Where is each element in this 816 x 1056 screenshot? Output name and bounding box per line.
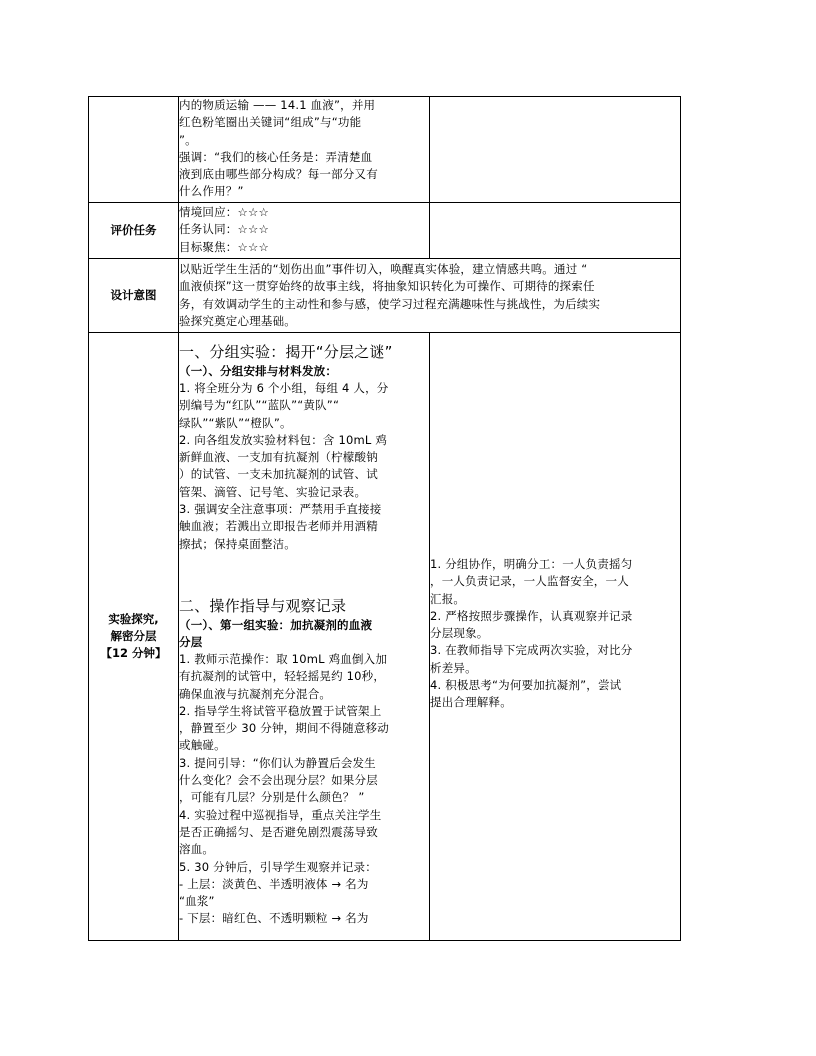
section-heading: 二、操作指导与观察记录 (179, 596, 347, 615)
text-line: 是否正确摇匀、是否避免剧烈震荡导致 (179, 824, 378, 839)
text-line: 4. 积极思考“为何要加抗凝剂”，尝试 (430, 678, 622, 693)
text-line: 绿队”“紫队”“橙队”。 (179, 415, 292, 430)
text-line: 新鲜血液、一支加有抗凝剂（柠檬酸钠 (179, 450, 378, 465)
text-line: 血液侦探”这一贯穿始终的故事主线，将抽象知识转化为可操作、可期待的探索任 (179, 279, 595, 294)
text-line: - 下层：暗红色、不透明颗粒 → 名为 (179, 911, 369, 926)
text-line: 提出合理解释。 (430, 695, 512, 710)
text-line: ，静置至少 30 分钟，期间不得随意移动 (179, 721, 389, 736)
table-row-experiment (89, 333, 681, 941)
student-activity-cell-empty (430, 97, 681, 203)
text-line: 1. 将全班分为 6 个小组，每组 4 人，分 (179, 381, 389, 395)
row-label-evaluation: 评价任务 (89, 203, 179, 259)
section-subheading: 分层 (179, 634, 203, 649)
lesson-plan-table (88, 96, 681, 941)
text-line: 汇报。 (430, 591, 466, 606)
text-line: “血浆” (179, 894, 215, 909)
text-line: 1. 教师示范操作：取 10mL 鸡血倒入加 (179, 651, 388, 666)
text-line: 5. 30 分钟后，引导学生观察并记录： (179, 859, 377, 874)
text-line: 1. 分组协作，明确分工：一人负责摇匀 (430, 557, 633, 571)
row-label-design-intent: 设计意图 (89, 259, 179, 333)
table-row-intro-continued (89, 97, 681, 203)
row-label-line: 实验探究, (108, 612, 159, 626)
text-line: 管架、滴管、记号笔、实验记录表。 (179, 484, 367, 499)
text-line: 确保血液与抗凝剂充分混合。 (179, 686, 332, 701)
row-label-experiment (89, 333, 179, 941)
teacher-activity-cell (179, 333, 430, 941)
section-subheading: （一）、第一组实验：加抗凝剂的血液 (179, 617, 373, 632)
student-activity-cell (430, 333, 681, 941)
text-line: 3. 提问引导：“你们认为静置后会发生 (179, 755, 376, 770)
text-line: ，一人负责记录，一人监督安全，一人 (430, 574, 629, 589)
evaluation-item: 任务认同：☆☆☆ (179, 222, 270, 237)
text-line: 验探究奠定心理基础。 (179, 313, 296, 328)
text-line: 什么作用？” (179, 184, 244, 199)
text-line: 以贴近学生生活的“划伤出血”事件切入，唤醒真实体验，建立情感共鸣。通过 “ (179, 262, 588, 276)
text-line: 或触碰。 (179, 738, 226, 753)
text-line: 有抗凝剂的试管中，轻轻摇晃约 10秒， (179, 669, 386, 684)
text-line: 3. 强调安全注意事项：严禁用手直接接 (179, 502, 382, 517)
text-line: - 上层：淡黄色、半透明液体 → 名为 (179, 876, 369, 891)
row-label-line: 解密分层 (110, 629, 157, 643)
row-label-line: 【12 分钟】 (100, 646, 167, 660)
text-line: 3. 在教师指导下完成两次实验，对比分 (430, 643, 633, 658)
table-row-evaluation (89, 203, 681, 259)
evaluation-item: 目标聚焦：☆☆☆ (179, 239, 270, 254)
text-line: 分层现象。 (430, 626, 489, 641)
text-line: ，可能有几层？分别是什么颜色？ ” (179, 790, 365, 805)
evaluation-empty-cell (430, 203, 681, 259)
evaluation-item: 情境回应：☆☆☆ (179, 205, 270, 219)
text-line: 2. 严格按照步骤操作，认真观察并记录 (430, 608, 633, 623)
text-line: 擦拭；保持桌面整洁。 (179, 536, 296, 551)
text-line: 析差异。 (430, 660, 477, 675)
evaluation-cell (179, 203, 430, 259)
text-line: 务，有效调动学生的主动性和参与感，使学习过程充满趣味性与挑战性，为后续实 (179, 296, 601, 311)
text-line: 2. 指导学生将试管平稳放置于试管架上 (179, 703, 382, 718)
section-subheading: （一）、分组安排与材料发放： (179, 364, 338, 378)
text-line: 强调：“我们的核心任务是：弄清楚血 (179, 149, 373, 164)
text-line: 内的物质运输 —— 14.1 血液”，并用 (179, 98, 376, 112)
table-row-design-intent (89, 259, 681, 333)
text-line: 2. 向各组发放实验材料包：含 10mL 鸡 (179, 432, 388, 447)
text-line: 溶血。 (179, 842, 215, 857)
spacer (179, 553, 429, 595)
text-line: 4. 实验过程中巡视指导，重点关注学生 (179, 807, 382, 822)
section-heading: 一、分组实验：揭开“分层之谜” (179, 343, 393, 361)
text-line: 红色粉笔圈出关键词“组成”与“功能 (179, 115, 362, 130)
text-line: ”。 (179, 132, 197, 147)
text-line: 什么变化？会不会出现分层？如果分层 (179, 773, 378, 788)
text-line: 液到底由哪些部分构成？每一部分又有 (179, 167, 378, 182)
teacher-activity-cell (179, 97, 430, 203)
text-line: ）的试管、一支未加抗凝剂的试管、试 (179, 467, 378, 482)
text-line: 触血液；若溅出立即报告老师并用酒精 (179, 519, 378, 534)
text-line: 别编号为“红队”“蓝队”“黄队”“ (179, 398, 340, 413)
label-cell-empty (89, 97, 179, 203)
design-intent-cell (179, 259, 681, 333)
